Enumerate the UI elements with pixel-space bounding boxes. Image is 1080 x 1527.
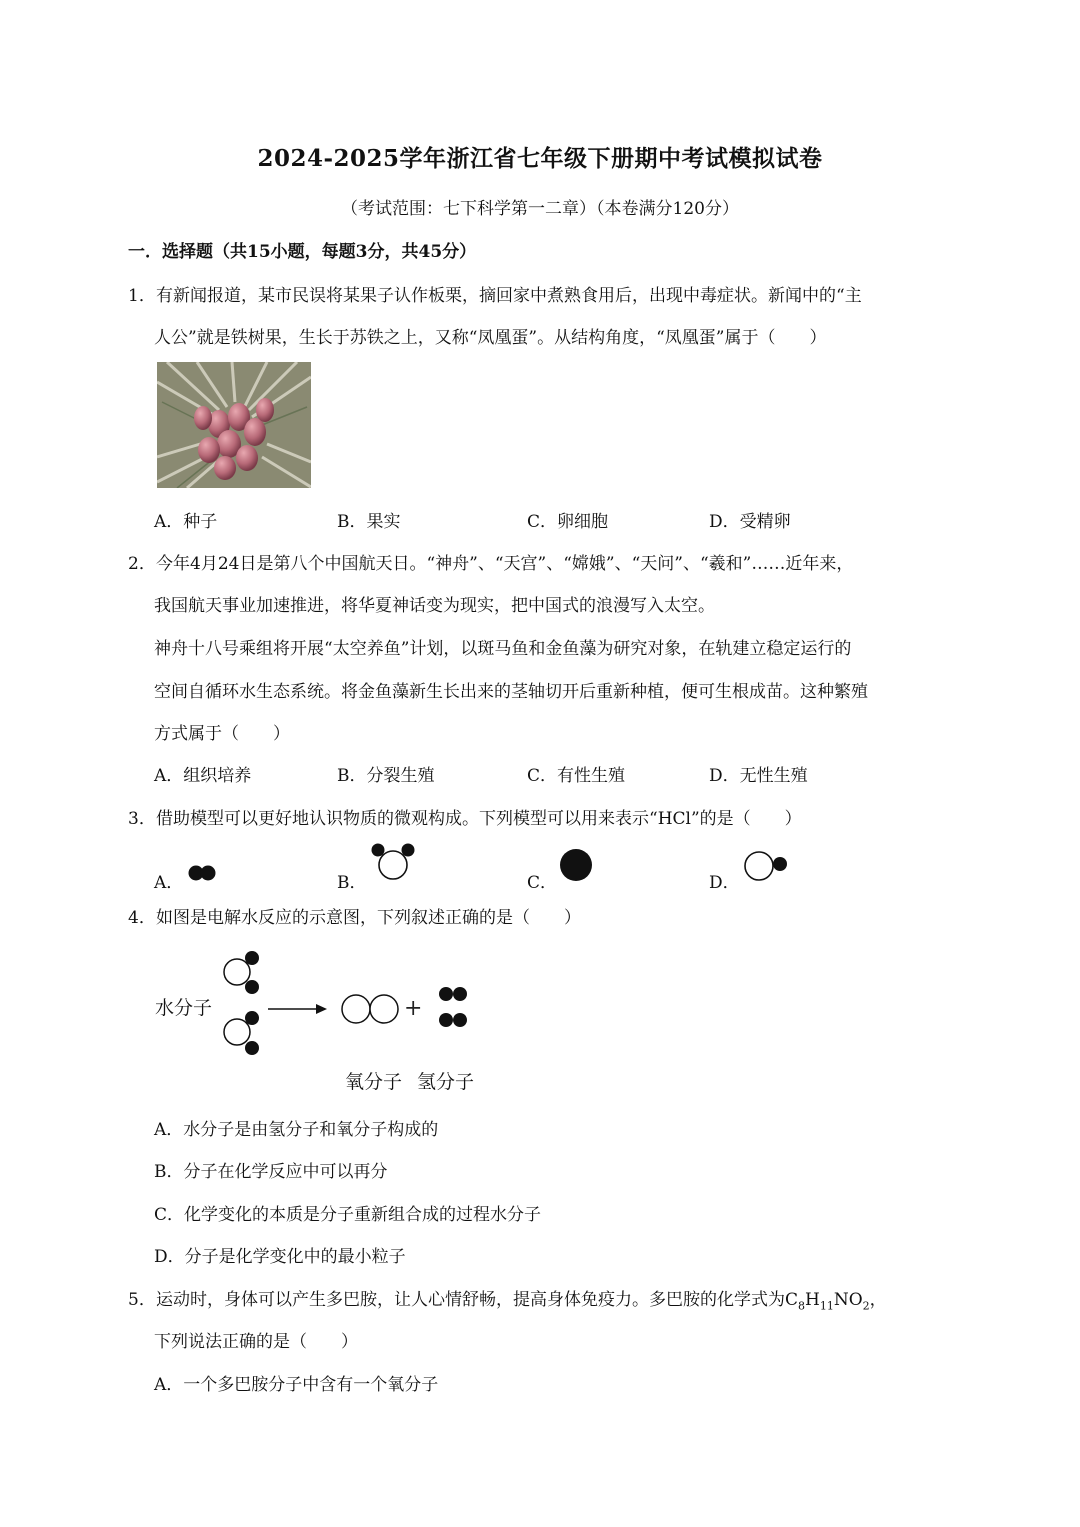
question-2-line-5: 方式属于（ ） [154, 724, 290, 744]
model-a-icon [186, 862, 220, 884]
oxygen-molecule-label: 氧分子 [345, 1071, 403, 1093]
question-1-number: 1． [128, 286, 156, 306]
question-2-number: 2． [128, 554, 156, 574]
question-2-line-4: 空间自循环水生态系统。将金鱼藻新生长出来的茎轴切开后重新种植，便可生根成苗。这种繁殖 [154, 682, 868, 702]
question-1-option-b: B．果实 [337, 512, 401, 532]
question-4-option-c: C．化学变化的本质是分子重新组合成的过程水分子 [154, 1205, 542, 1225]
question-5-line-1 [156, 1285, 887, 1312]
model-d-icon [742, 848, 792, 884]
question-2-option-d: D．无性生殖 [709, 766, 808, 786]
question-4-number: 4． [128, 908, 156, 928]
hydrogen-molecule-label: 氢分子 [417, 1071, 475, 1093]
cycad-seed-photo [157, 362, 311, 488]
question-4-option-a: A．水分子是由氢分子和氧分子构成的 [154, 1120, 439, 1140]
question-1-line-2: 人公”就是铁树果，生长于苏铁之上，又称“凤凰蛋”。从结构角度，“凤凰蛋”属于（ ） [154, 328, 827, 348]
question-3-option-a: A． [154, 873, 184, 893]
model-b-icon [368, 840, 420, 884]
section-heading: 一．选择题（共15小题，每题3分，共45分） [128, 242, 477, 262]
question-2-line-3: 神舟十八号乘组将开展“太空养鱼”计划，以斑马鱼和金鱼藻为研究对象，在轨建立稳定运行的 [154, 639, 852, 659]
question-5-line-1-text: 运动时，身体可以产生多巴胺，让人心情舒畅，提高身体免疫力。多巴胺的化学式为 [156, 1290, 785, 1310]
question-4-option-d: D．分子是化学变化中的最小粒子 [154, 1247, 406, 1267]
question-2-option-a: A．组织培养 [154, 766, 252, 786]
question-2-line-1: 今年4月24日是第八个中国航天日。“神舟”、“天宫”、“嫦娥”、“天问”、“羲和”……近年来， [156, 554, 854, 574]
question-1-option-a: A．种子 [154, 512, 218, 532]
electrolysis-diagram [215, 948, 485, 1060]
question-4-line-1: 如图是电解水反应的示意图，下列叙述正确的是（ ） [156, 908, 581, 928]
plus-sign: + [404, 996, 423, 1021]
question-2-option-c: C．有性生殖 [527, 766, 626, 786]
question-3-option-c: C． [527, 873, 558, 893]
question-1-option-d: D．受精卵 [709, 512, 791, 532]
question-4-option-b: B．分子在化学反应中可以再分 [154, 1162, 388, 1182]
question-1-line-1: 有新闻报道，某市民误将某果子认作板栗，摘回家中煮熟食用后，出现中毒症状。新闻中的“主 [156, 286, 862, 306]
question-5-option-a: A．一个多巴胺分子中含有一个氧分子 [154, 1375, 439, 1395]
model-c-icon [558, 847, 594, 883]
question-3-option-b: B． [337, 873, 367, 893]
question-3-line-1: 借助模型可以更好地认识物质的微观构成。下列模型可以用来表示“HCl”的是（ ） [156, 809, 802, 829]
question-3-number: 3． [128, 809, 156, 829]
exam-scope-subtitle: （考试范围：七下科学第一二章）（本卷满分120分） [341, 199, 739, 219]
question-2-option-b: B．分裂生殖 [337, 766, 435, 786]
question-5-number: 5． [128, 1290, 156, 1310]
question-5-line-2: 下列说法正确的是（ ） [154, 1332, 358, 1352]
dopamine-formula: $C_8H_{11}NO_2$， [785, 1290, 887, 1313]
question-3-option-d: D． [709, 873, 740, 893]
page-title: 2024-2025学年浙江省七年级下册期中考试模拟试卷 [257, 145, 823, 172]
water-molecule-label: 水分子 [155, 997, 213, 1019]
question-1-option-c: C．卵细胞 [527, 512, 609, 532]
question-2-line-2: 我国航天事业加速推进，将华夏神话变为现实，把中国式的浪漫写入太空。 [154, 596, 715, 616]
